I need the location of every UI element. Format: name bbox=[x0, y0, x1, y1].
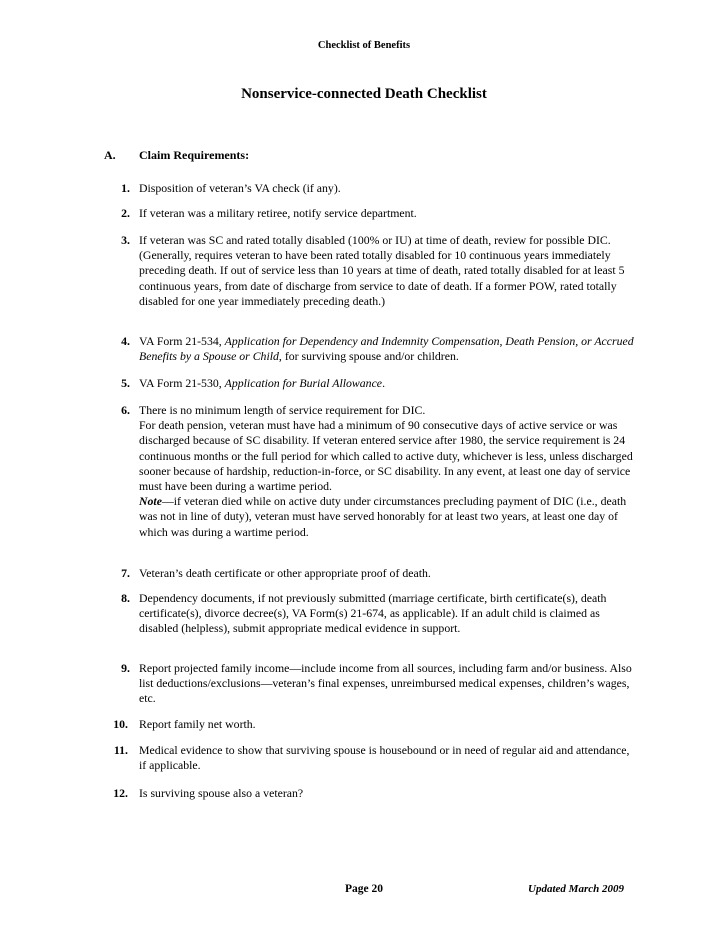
item-number: 7. bbox=[121, 566, 130, 580]
item-text bbox=[139, 376, 634, 391]
list-item-6 bbox=[104, 403, 634, 540]
item-text: Dependency documents, if not previously submitted (marriage certificate, birth certificate(s), death certificate(s), divorce decree(s), VA Form(s) 21-674, as applicable). If an adult child is claimed as disabled (helpless), submit appropriate medical evidence in support. bbox=[139, 591, 607, 636]
item-number: 4. bbox=[121, 334, 130, 348]
item-text bbox=[139, 334, 634, 364]
updated-date: Updated March 2009 bbox=[528, 883, 624, 895]
item-number: 5. bbox=[121, 376, 130, 390]
item-number: 1. bbox=[121, 181, 130, 195]
item-text-suffix: . bbox=[382, 376, 386, 390]
item-note bbox=[139, 494, 634, 540]
item-text: If veteran was a military retiree, notify service department. bbox=[139, 206, 417, 220]
item-number: 8. bbox=[121, 591, 130, 605]
item-text: Report projected family income—include income from all sources, including farm and/or business. Also list deductions/exclusions—veteran’s final expenses, unreimbursed medical expenses, children’s wages, etc. bbox=[139, 661, 632, 706]
page-number: Page 20 bbox=[344, 883, 383, 895]
list-item-5 bbox=[104, 376, 634, 391]
document-title: Nonservice-connected Death Checklist bbox=[241, 86, 487, 102]
list-item-1 bbox=[104, 181, 634, 196]
list-item-2 bbox=[104, 206, 634, 221]
item-text: Veteran’s death certificate or other appropriate proof of death. bbox=[139, 566, 431, 580]
list-item-7 bbox=[104, 566, 634, 581]
item-number: 10. bbox=[113, 717, 128, 731]
item-text-prefix: VA Form 21-530, bbox=[139, 376, 225, 390]
list-item-11 bbox=[104, 743, 634, 773]
section-heading: Claim Requirements: bbox=[139, 148, 250, 162]
item-text-prefix: VA Form 21-534, bbox=[139, 334, 225, 348]
item-text: Medical evidence to show that surviving spouse is housebound or in need of regular aid and attendance, if applicable. bbox=[139, 743, 630, 773]
item-text-suffix: , for surviving spouse and/or children. bbox=[278, 349, 459, 364]
note-label: Note bbox=[139, 494, 162, 509]
list-item-12 bbox=[104, 786, 634, 801]
item-text: Report family net worth. bbox=[139, 717, 256, 731]
item-number: 9. bbox=[121, 661, 130, 675]
form-title: Application for Dependency and Indemnity Compensation, Death Pension, or Accrued Benefits by a Spouse or Child bbox=[139, 334, 634, 364]
item-number: 11. bbox=[113, 743, 128, 757]
form-title: Application for Burial Allowance bbox=[224, 376, 383, 390]
list-item-8 bbox=[104, 591, 634, 637]
item-text-line1: There is no minimum length of service requirement for DIC. bbox=[139, 403, 426, 417]
list-item-9 bbox=[104, 661, 634, 707]
item-text: Disposition of veteran’s VA check (if any). bbox=[139, 181, 341, 195]
list-item-3 bbox=[104, 233, 634, 309]
item-text: If veteran was SC and rated totally disabled (100% or IU) at time of death, review for possible DIC. (Generally, requires veteran to have been rated totally disabled for 10 continuous years immediately preceding death. If out of service less than 10 years at time of death, rated totally disabled for at least 5 continuous years, from date of discharge from service to date of death. If a former POW, rated totally disabled for one year immediately preceding death.) bbox=[139, 233, 625, 308]
list-item-10 bbox=[104, 717, 634, 732]
item-number: 3. bbox=[121, 233, 130, 247]
item-number: 12. bbox=[113, 786, 128, 800]
section-letter: A. bbox=[104, 148, 116, 162]
item-text-para2: For death pension, veteran must have had a minimum of 90 consecutive days of active service or was discharged because of SC disability. If veteran entered service after 1980, the service requirement is 24 continuous months or the full period for which called to active duty, whichever is less, unless discharged sooner because of hardship, reduction-in-force, or SC disability. In any event, at least one day of service must have been during a wartime period. bbox=[139, 418, 633, 494]
note-text: —if veteran died while on active duty under circumstances precluding payment of DIC (i.e., death was not in line of duty), veteran must have served honorably for at least two years, at least one day of which was during a wartime period. bbox=[139, 494, 627, 539]
running-header: Checklist of Benefits bbox=[317, 40, 411, 51]
item-number: 2. bbox=[121, 206, 130, 220]
item-text: Is surviving spouse also a veteran? bbox=[139, 786, 304, 800]
list-item-4 bbox=[104, 334, 634, 364]
item-number: 6. bbox=[121, 403, 130, 417]
